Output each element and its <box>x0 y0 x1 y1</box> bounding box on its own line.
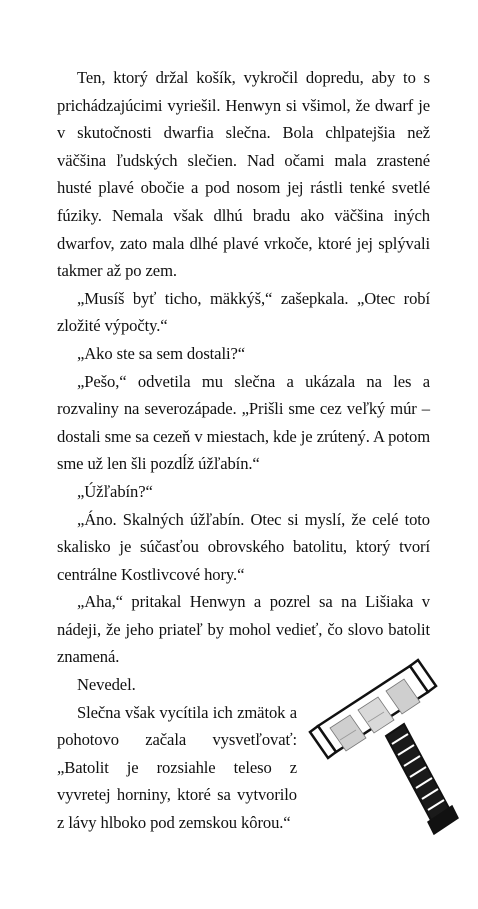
paragraph: „Úžľabín?“ <box>77 481 153 501</box>
hammer-head <box>310 660 436 758</box>
paragraph: „Pešo,“ odvetila mu slečna a ukázala na les a rozvaliny na severozápade. „Prišli sme cez veľký múr – dostali sme sa cezeň v miestach, kde je zrútený. A potom sme už len šli pozdĺž úžľabín.“ <box>57 371 430 474</box>
paragraph: Nevedel. <box>77 675 136 695</box>
paragraph: „Musíš byť ticho, mäkkýš,“ zašepkala. „Otec robí zložité výpočty.“ <box>57 288 430 336</box>
paragraph: „Aha,“ pritakal Henwyn a pozrel sa na Lišiaka v nádeji, že jeho priateľ by mohol vedieť, čo slovo batolit znamená. <box>57 592 430 667</box>
paragraph: Slečna však vycítila ich zmätok a pohotovo začala vysvetľovať: „Batolit je rozsiahle teleso z vyvretej horniny, ktoré sa vytvorilo z lávy hlboko pod zemskou kôrou.“ <box>57 702 297 833</box>
paragraph: Ten, ktorý držal košík, vykročil dopredu, aby to s prichádzajúcimi vyriešil. Henwyn si všimol, že dwarf je v skutočnosti dwarfia slečna. Bola chlpatejšia než väčšina ľudských slečien. Nad očami mala zrastené husté plavé obočie a pod nosom jej rástli tenké svetlé fúziky. Nemala však dlhú bradu ako väčšina iných dwarfov, zato mala dlhé plavé vrkoče, ktoré jej splývali takmer až po zem. <box>57 68 430 281</box>
hammer-handle <box>386 724 458 834</box>
paragraph: „Áno. Skalných úžľabín. Otec si myslí, že celé toto skalisko je súčasťou obrovského batolitu, ktorý tvorí centrálne Kostlivcové hory.“ <box>57 509 430 584</box>
paragraph: „Ako ste sa sem dostali?“ <box>77 343 245 363</box>
hammer-icon <box>300 648 472 838</box>
